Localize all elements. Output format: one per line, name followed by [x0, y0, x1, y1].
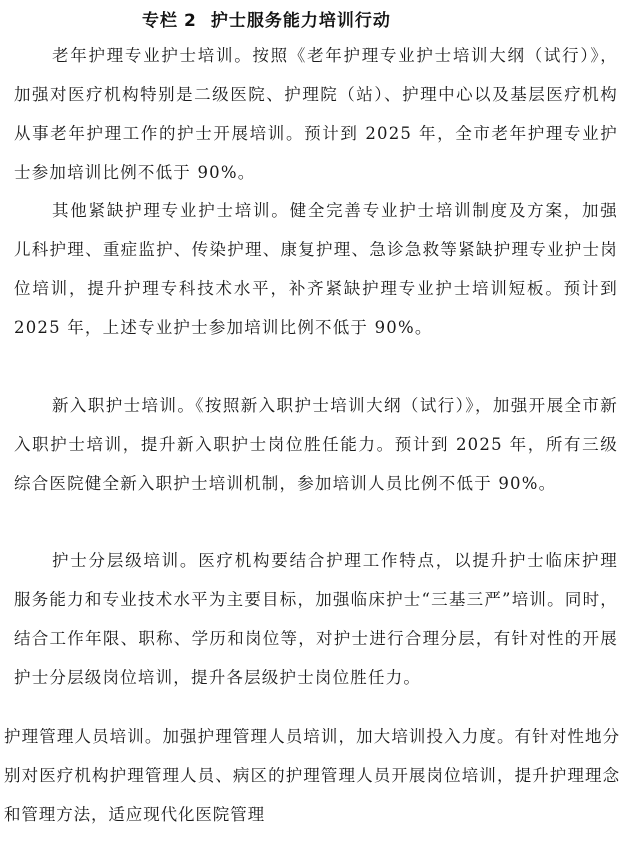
box-title: [0, 6, 629, 31]
paragraph-lead: 护士分层级培训。: [52, 551, 199, 570]
paragraph-body: 加强护理管理人员培训，加大培训投入力度。有针对性地分别对医疗机构护理管理人员、病区的护理管理人员开展岗位培训，提升护理理念和管理方法，适应现代化医院管理: [4, 727, 620, 824]
box-heading: 护士服务能力培训行动: [210, 11, 391, 31]
paragraph-lead: 新入职护士培训。: [52, 396, 196, 415]
paragraph-management-training: [4, 717, 620, 834]
box-number: 2: [184, 11, 197, 31]
paragraph-new-nurse-training: [14, 386, 618, 503]
paragraph-tiered-training: [14, 541, 618, 697]
paragraph-body: 医疗机构要结合护理工作特点，以提升护士临床护理服务能力和专业技术水平为主要目标，加强临床护士“三基三严”培训。同时，结合工作年限、职称、学历和岗位等，对护士进行合理分层，有针对性的开展护士分层级岗位培训，提升各层级护士岗位胜任力。: [14, 551, 618, 687]
paragraph-body: 按照《老年护理专业护士培训大纲（试行）》，加强对医疗机构特别是二级医院、护理院（站）、护理中心以及基层医疗机构从事老年护理工作的护士开展培训。预计到 2025 年，全市老年护理专业护士参加培训比例不低于 90%。: [14, 46, 619, 182]
paragraph-body: 《按照新入职护士培训大纲（试行）》，加强开展全市新入职护士培训，提升新入职护士岗位胜任能力。预计到 2025 年，所有三级综合医院健全新入职护士培训机制，参加培训人员比例不低于 90%。: [14, 396, 618, 493]
paragraph-lead: 老年护理专业护士培训。: [52, 46, 253, 65]
paragraph-lead: 护理管理人员培训。: [4, 727, 163, 746]
paragraph-body: 健全完善专业护士培训制度及方案，加强儿科护理、重症监护、传染护理、康复护理、急诊急救等紧缺护理专业护士岗位培训，提升护理专科技术水平，补齐紧缺护理专业护士培训短板。预计到 2025 年，上述专业护士参加培训比例不低于 90%。: [14, 201, 618, 337]
paragraph-elderly-care-training: [14, 36, 618, 192]
box-label: 专栏: [142, 11, 178, 31]
paragraph-shortage-specialty-training: [14, 191, 618, 347]
paragraph-lead: 其他紧缺护理专业护士培训。: [52, 201, 290, 220]
